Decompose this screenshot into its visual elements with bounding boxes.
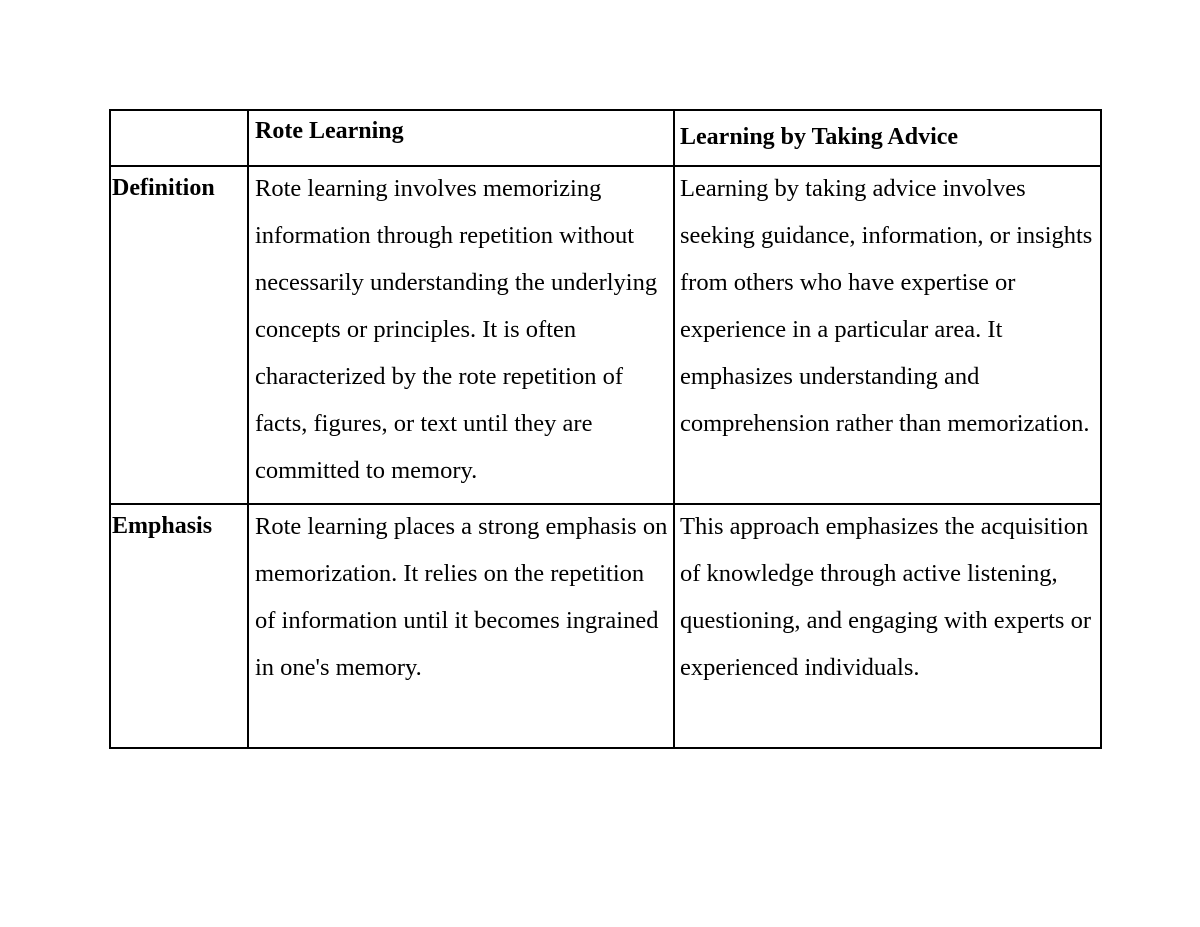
header-cell-rote-learning: [248, 110, 674, 166]
table-row: [110, 166, 1101, 504]
comparison-table: [109, 109, 1102, 749]
rote-emphasis-text: Rote learning places a strong emphasis on memorization. It relies on the repetition of information until it becomes ingrained in one's memory.: [255, 513, 668, 681]
header-blank-cell: [110, 110, 248, 166]
advice-emphasis-cell: [674, 504, 1101, 748]
row-label-emphasis: Emphasis: [112, 513, 213, 539]
row-label-definition: Definition: [112, 175, 215, 201]
rote-emphasis-cell: [248, 504, 674, 748]
rote-definition-text: Rote learning involves memorizing information through repetition without necessarily understanding the underlying concepts or principles. It is often characterized by the rote repetition of facts, figures, or text until they are committed to memory.: [255, 175, 658, 484]
table-row: [110, 504, 1101, 748]
row-label-cell: [110, 504, 248, 748]
row-label-cell: [110, 166, 248, 504]
rote-definition-cell: [248, 166, 674, 504]
advice-definition-text: Learning by taking advice involves seeking guidance, information, or insights from others who have expertise or experience in a particular area. It emphasizes understanding and comprehension rather than memorization.: [680, 175, 1093, 437]
header-rote-learning: Rote Learning: [255, 118, 404, 144]
header-cell-learning-by-advice: [674, 110, 1101, 166]
advice-emphasis-text: This approach emphasizes the acquisition of knowledge through active listening, questioning, and engaging with experts or experienced individuals.: [680, 513, 1091, 681]
advice-definition-cell: [674, 166, 1101, 504]
header-learning-by-advice: Learning by Taking Advice: [680, 124, 959, 150]
table-header-row: [110, 110, 1101, 166]
